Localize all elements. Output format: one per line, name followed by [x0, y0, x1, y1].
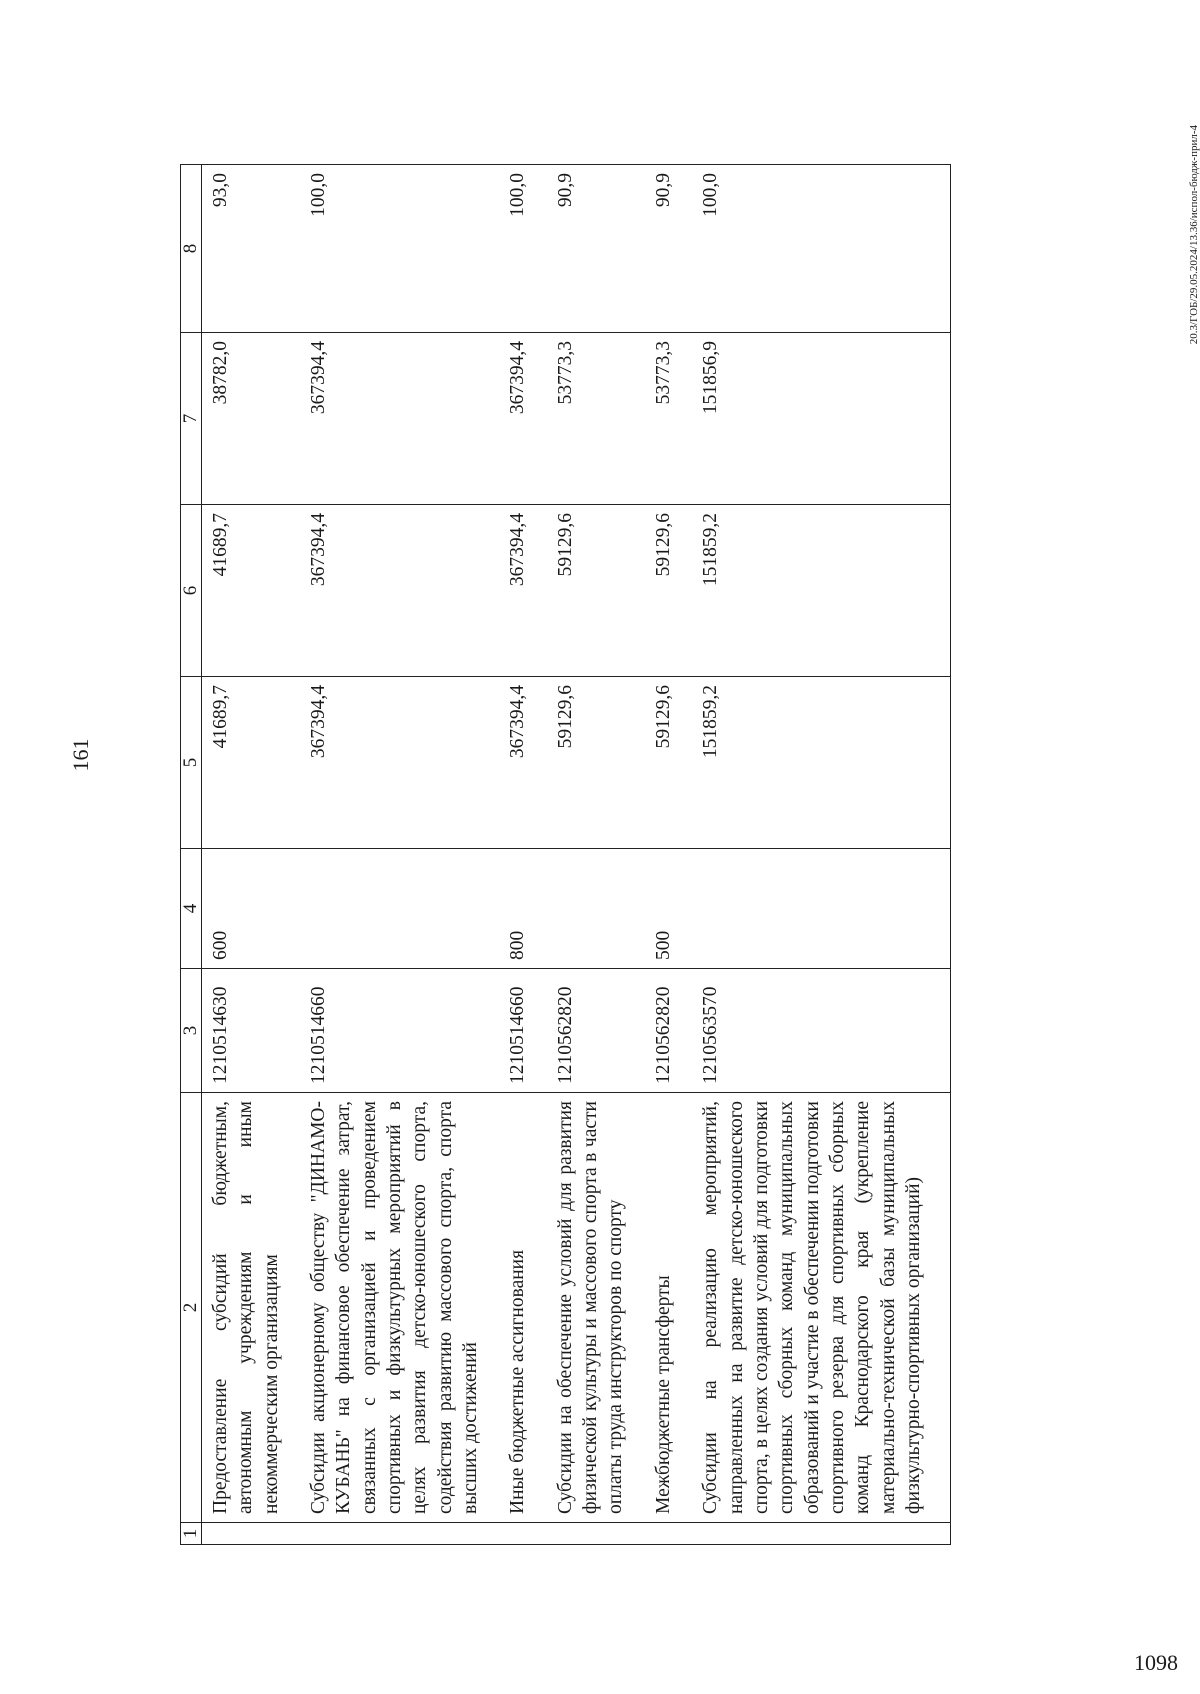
rotated-page	[68, 125, 1200, 1545]
table-row	[499, 165, 546, 1545]
row-value-8: 90,9	[547, 165, 645, 333]
header-col-1: 1	[181, 1523, 202, 1545]
header-col-4: 4	[181, 849, 202, 969]
row-code: 1210514660	[300, 969, 499, 1093]
row-index	[547, 1523, 645, 1545]
row-value-5: 367394,4	[300, 677, 499, 849]
row-type	[692, 849, 951, 969]
row-value-6: 59129,6	[547, 505, 645, 677]
row-index	[499, 1523, 546, 1545]
budget-table	[180, 164, 951, 1545]
header-col-2: 2	[181, 1093, 202, 1523]
header-col-6: 6	[181, 505, 202, 677]
row-value-7: 53773,3	[547, 333, 645, 505]
row-type	[547, 849, 645, 969]
row-value-6: 151859,2	[692, 505, 951, 677]
row-description: Иные бюджетные ассигнования	[499, 1093, 546, 1523]
table-row	[692, 165, 951, 1545]
table-row	[202, 165, 301, 1545]
row-index	[692, 1523, 951, 1545]
row-value-6: 59129,6	[645, 505, 692, 677]
header-col-7: 7	[181, 333, 202, 505]
table-row	[645, 165, 692, 1545]
row-description: Предоставление субсидий бюджетным, автономным учреждениям и иным некоммерческим организациям	[202, 1093, 301, 1523]
row-value-8: 90,9	[645, 165, 692, 333]
row-type	[300, 849, 499, 969]
row-type: 500	[645, 849, 692, 969]
header-col-3: 3	[181, 969, 202, 1093]
row-type: 800	[499, 849, 546, 969]
row-value-8: 100,0	[692, 165, 951, 333]
row-value-6: 367394,4	[300, 505, 499, 677]
row-value-6: 367394,4	[499, 505, 546, 677]
row-value-7: 53773,3	[645, 333, 692, 505]
row-code: 1210563570	[692, 969, 951, 1093]
page-number-top: 161	[68, 738, 93, 772]
table-row	[547, 165, 645, 1545]
row-type: 600	[202, 849, 301, 969]
row-code: 1210514630	[202, 969, 301, 1093]
footer-document-code: 20.3/ГОБ/29.05.2024/13.36/испол-бюдж-прил-4	[1188, 125, 1200, 345]
table-row	[300, 165, 499, 1545]
row-code: 1210562820	[547, 969, 645, 1093]
row-value-5: 59129,6	[547, 677, 645, 849]
row-value-5: 367394,4	[499, 677, 546, 849]
row-value-7: 38782,0	[202, 333, 301, 505]
header-col-5: 5	[181, 677, 202, 849]
row-value-6: 41689,7	[202, 505, 301, 677]
page-number-bottom: 1098	[1134, 1650, 1178, 1675]
row-description: Субсидии на реализацию мероприятий, направленных на развитие детско-юношеского спорта, в целях создания условий для подготовки спортивных сборных команд муниципальных образований и участие в обеспечении подготовки спортивного резерва для спортивных сборных команд Краснодарского края (укрепление материально-технической базы муниципальных физкультурно-спортивных организаций)	[692, 1093, 951, 1523]
row-value-8: 93,0	[202, 165, 301, 333]
row-index	[645, 1523, 692, 1545]
row-value-7: 151856,9	[692, 333, 951, 505]
row-value-5: 151859,2	[692, 677, 951, 849]
row-index	[202, 1523, 301, 1545]
row-index	[300, 1523, 499, 1545]
row-value-5: 41689,7	[202, 677, 301, 849]
row-code: 1210562820	[645, 969, 692, 1093]
row-description: Субсидии акционерному обществу "ДИНАМО-КУБАНЬ" на финансовое обеспечение затрат, связанных с организацией и проведением спортивных и физкультурных мероприятий в целях развития детско-юношеского спорта, содействия развитию массового спорта, спорта высших достижений	[300, 1093, 499, 1523]
row-description: Субсидии на обеспечение условий для развития физической культуры и массового спорта в части оплаты труда инструкторов по спорту	[547, 1093, 645, 1523]
row-description: Межбюджетные трансферты	[645, 1093, 692, 1523]
row-value-8: 100,0	[300, 165, 499, 333]
header-col-8: 8	[181, 165, 202, 333]
row-value-7: 367394,4	[300, 333, 499, 505]
row-code: 1210514660	[499, 969, 546, 1093]
row-value-5: 59129,6	[645, 677, 692, 849]
row-value-7: 367394,4	[499, 333, 546, 505]
header-row	[181, 165, 202, 1545]
row-value-8: 100,0	[499, 165, 546, 333]
